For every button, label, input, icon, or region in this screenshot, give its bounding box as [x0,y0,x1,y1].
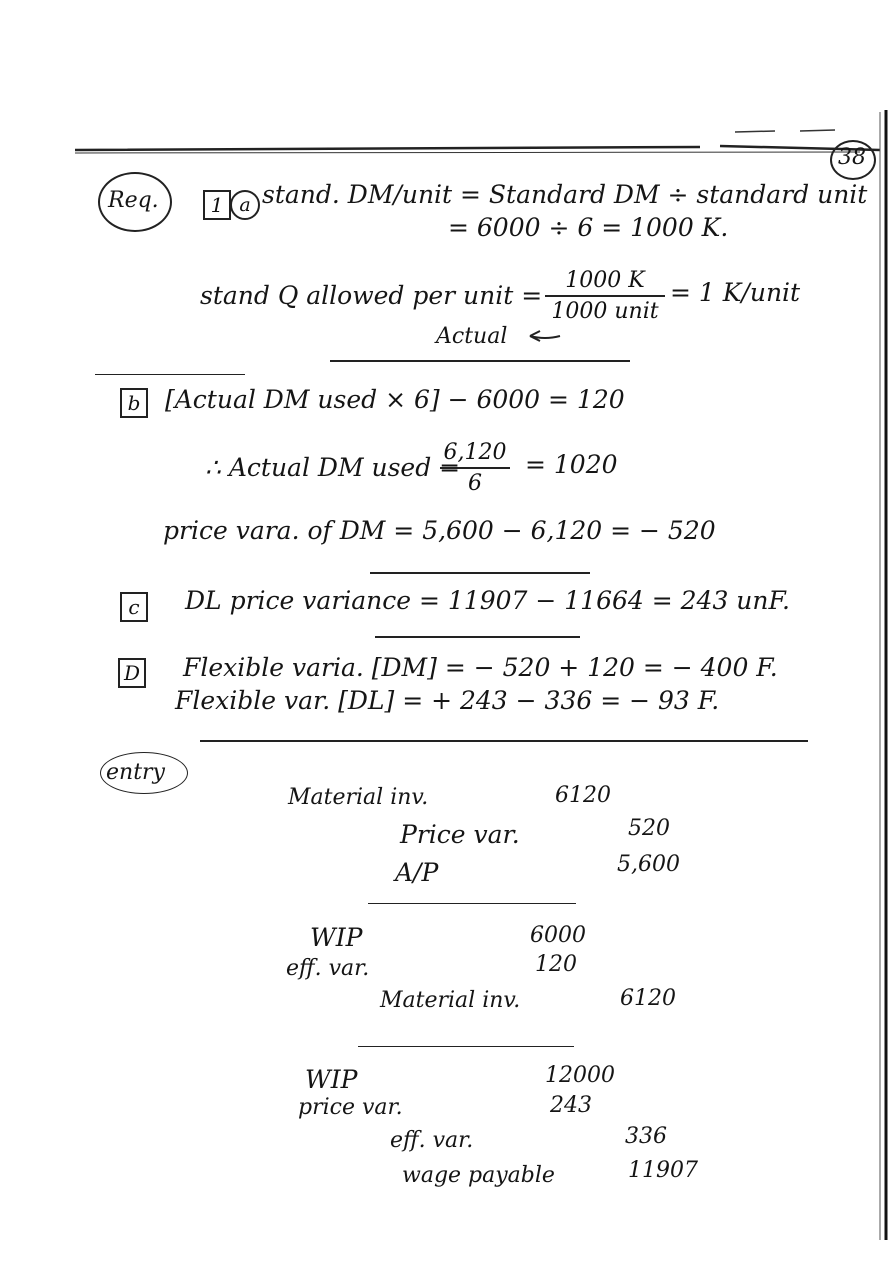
c-box: c [120,592,148,622]
actual-arrow-head [530,331,540,341]
j1-account-1: Material inv. [288,785,429,810]
d-line1: Flexible varia. [DM] = − 520 + 120 = − 400 F. [183,653,778,682]
d-line2: Flexible var. [DL] = + 243 − 336 = − 93 F. [175,686,720,715]
q1-fraction [545,268,665,324]
entry-label: entry [106,760,165,785]
q1-allowed-right: = 1 K/unit [670,278,801,307]
c-line1: DL price variance = 11907 − 11664 = 243 unF. [185,586,790,615]
j2-account-3: Material inv. [380,988,521,1013]
j2-debit-1: 6000 [530,923,586,948]
j3-debit-1: 12000 [545,1063,615,1088]
q1-line1: stand. DM/unit = Standard DM ÷ standard unit [262,180,868,209]
q1-frac-num: 1000 K [565,268,645,293]
top-rule-thin [75,152,860,153]
j1-debit-1: 6120 [555,783,611,808]
j3-account-2: price var. [298,1095,403,1120]
b-frac-den: 6 [468,471,482,496]
d-box: D [118,658,146,688]
j3-credit-4: 11907 [628,1158,698,1183]
j1-credit-2: 520 [628,816,670,841]
j3-debit-2: 243 [550,1093,592,1118]
j3-account-4: wage payable [402,1163,555,1188]
j3-credit-3: 336 [625,1124,667,1149]
b-box: b [120,388,148,418]
j1-account-2: Price var. [400,820,520,849]
rule-1 [330,360,630,362]
q1-frac-den: 1000 unit [551,299,659,324]
top-rule [75,146,880,150]
j2-credit-3: 6120 [620,986,676,1011]
b-line2-left: ∴ Actual DM used = [205,453,461,482]
j1-account-3: A/P [395,858,439,887]
j3-account-1: WIP [305,1065,358,1094]
rule-4 [200,740,808,742]
rule-6 [358,1046,574,1047]
b-line1: [Actual DM used × 6] − 6000 = 120 [165,385,625,414]
b-line2-right: = 1020 [525,450,618,479]
j2-debit-2: 120 [535,952,577,977]
q1-actual-note: Actual [436,324,508,349]
j1-credit-3: 5,600 [617,852,680,877]
q1-allowed-left: stand Q allowed per unit = [200,281,543,310]
rule-3 [375,636,580,638]
b-frac-num: 6,120 [443,440,507,465]
q1-line2: = 6000 ÷ 6 = 1000 K. [448,213,729,242]
rule-2 [370,572,590,574]
b-frac-bar [440,467,510,469]
j2-account-1: WIP [310,923,363,952]
q1-frac-bar [545,295,665,297]
q1-number-box: 1 [203,190,231,220]
q1-a-circle: a [230,190,260,220]
b-fraction [440,440,510,496]
top-rule-short [735,130,835,132]
j2-account-2: eff. var. [286,956,370,981]
page-number: 38 [838,145,866,170]
rule-1b [95,374,245,375]
req-label: Req. [108,188,159,213]
j3-account-3: eff. var. [390,1128,474,1153]
rule-5 [368,903,576,904]
b-line3: price vara. of DM = 5,600 − 6,120 = − 520 [163,516,716,545]
